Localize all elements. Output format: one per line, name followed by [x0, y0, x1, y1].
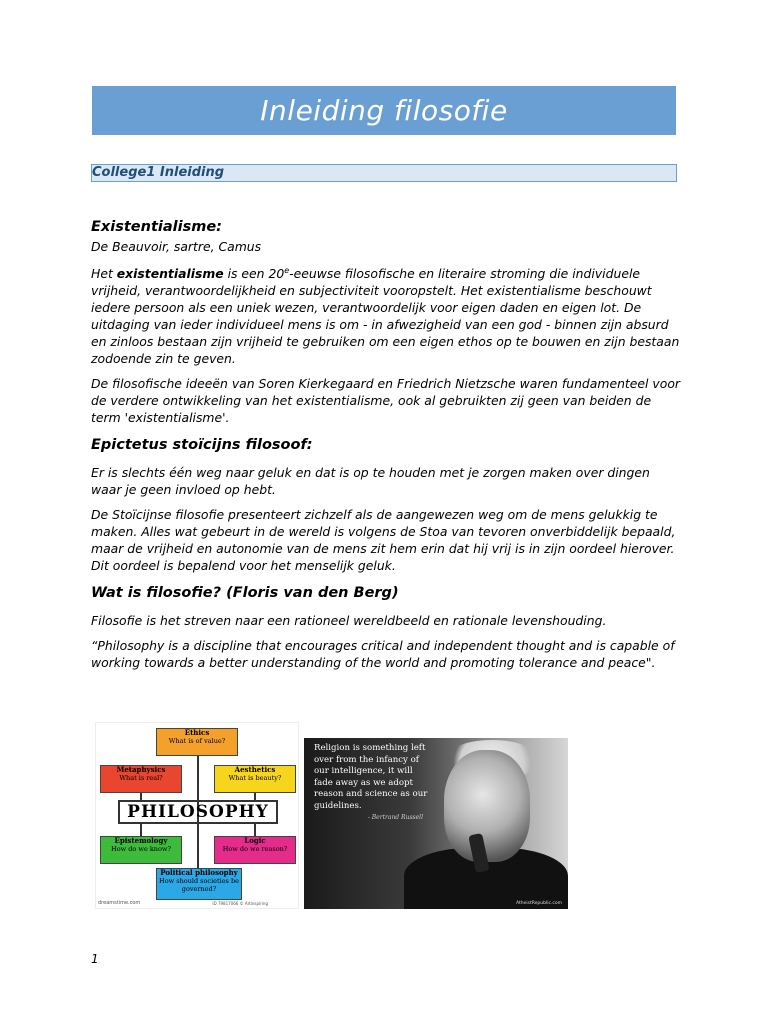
- metaphysics-question: What is real?: [119, 774, 163, 782]
- text-span: -eeuwse filosofische en literaire stroming die individuele vrijheid, verantwoordelijkheid en subjectiviteit vooropstelt. Het existentialisme beschouwt iedere persoon als een uniek wezen, verantwoordelijk voor eigen daden en eigen lot. De uitdaging van ieder individueel mens is om - in afwezigheid van een god - binnen zijn absurd en zinloos bestaan zijn vrijheid te gebruiken om een eigen ethos op te bouwen en zijn bestaan zodoende zin te geven.: [91, 266, 680, 366]
- text-span: Het: [91, 266, 117, 281]
- ethics-box: [156, 728, 238, 756]
- diagram-footer-left: dreamstime.com: [98, 900, 141, 906]
- filosofie-paragraph-1: Filosofie is het streven naar een rationeel wereldbeeld en rationale levenshouding.: [91, 613, 607, 628]
- political-philosophy-box: [156, 868, 242, 900]
- bold-term: existentialisme: [116, 266, 224, 281]
- document-body: [91, 218, 681, 679]
- filosofie-paragraph-2: “Philosophy is a discipline that encourages critical and independent thought and is capable of working towards a better understanding of the world and promoting tolerance and peace".: [91, 638, 675, 670]
- logic-box: [214, 836, 296, 864]
- section-heading-existentialisme: Existentialisme:: [91, 219, 222, 235]
- existentialisme-subtitle: De Beauvoir, sartre, Camus: [91, 239, 262, 254]
- logic-question: How do we reason?: [222, 845, 288, 853]
- ethics-title: Ethics: [184, 728, 210, 737]
- existentialisme-paragraph-2: De filosofische ideeën van Soren Kierkegaard en Friedrich Nietzsche waren fundamenteel voor de verdere ontwikkeling van het existentialisme, ook al gebruikten zij geen van beiden de term 'existentialisme'.: [91, 376, 680, 425]
- aesthetics-question: What is beauty?: [228, 774, 282, 782]
- logic-title: Logic: [244, 836, 266, 845]
- epistemology-title: Epistemology: [114, 836, 168, 845]
- epistemology-question: How do we know?: [111, 845, 171, 853]
- aesthetics-title: Aesthetics: [234, 765, 276, 774]
- epictetus-paragraph-1: Er is slechts één weg naar geluk en dat is op te houden met je zorgen maken over dingen waar je geen invloed op hebt.: [91, 465, 650, 497]
- page-number: 1: [91, 952, 99, 966]
- russell-quote-image: [304, 738, 568, 909]
- aesthetics-box: [214, 765, 296, 793]
- epistemology-box: [100, 836, 182, 864]
- metaphysics-title: Metaphysics: [116, 765, 166, 774]
- document-title: Inleiding filosofie: [92, 86, 676, 135]
- image-credit: AtheistRepublic.com: [515, 901, 562, 906]
- college-heading: College1 Inleiding: [91, 164, 677, 182]
- connector-line: [254, 823, 256, 837]
- superscript: e: [284, 265, 290, 275]
- quote-text-block: [314, 743, 429, 824]
- section-heading-epictetus: Epictetus stoïcijns filosoof:: [91, 437, 313, 453]
- portrait-face: [444, 750, 530, 862]
- epictetus-paragraph-2: De Stoïcijnse filosofie presenteert zichzelf als de aangewezen weg om de mens gelukkig te maken. Alles wat gebeurt in de wereld is volgens de Stoa van tevoren onverbiddelijk bepaald, maar de vrijheid en autonomie van de mens zit hem erin dat hij vrij is in zijn oordeel hierover. Dit oordeel is bepalend voor het menselijk geluk.: [91, 507, 676, 573]
- philosophy-diagram: [95, 722, 299, 909]
- diagram-footer-right: ID 79817066 © Artinspiring: [212, 901, 268, 906]
- text-span: is een 20: [223, 266, 285, 281]
- connector-line: [140, 823, 142, 837]
- quote-author: - Bertrand Russell: [367, 814, 423, 821]
- images-row: [95, 722, 568, 909]
- political-philosophy-question: How should societies be governed?: [159, 877, 239, 893]
- metaphysics-box: [100, 765, 182, 793]
- ethics-question: What is of value?: [168, 737, 226, 745]
- quote-text: Religion is something left over from the infancy of our intelligence, it will fade away as we adopt reason and science as our guidelines.: [314, 743, 428, 811]
- existentialisme-paragraph-1: [91, 265, 681, 367]
- philosophy-center-label: PHILOSOPHY: [118, 800, 278, 824]
- political-philosophy-title: Political philosophy: [160, 868, 238, 877]
- section-heading-wat-is-filosofie: Wat is filosofie? (Floris van den Berg): [91, 585, 399, 601]
